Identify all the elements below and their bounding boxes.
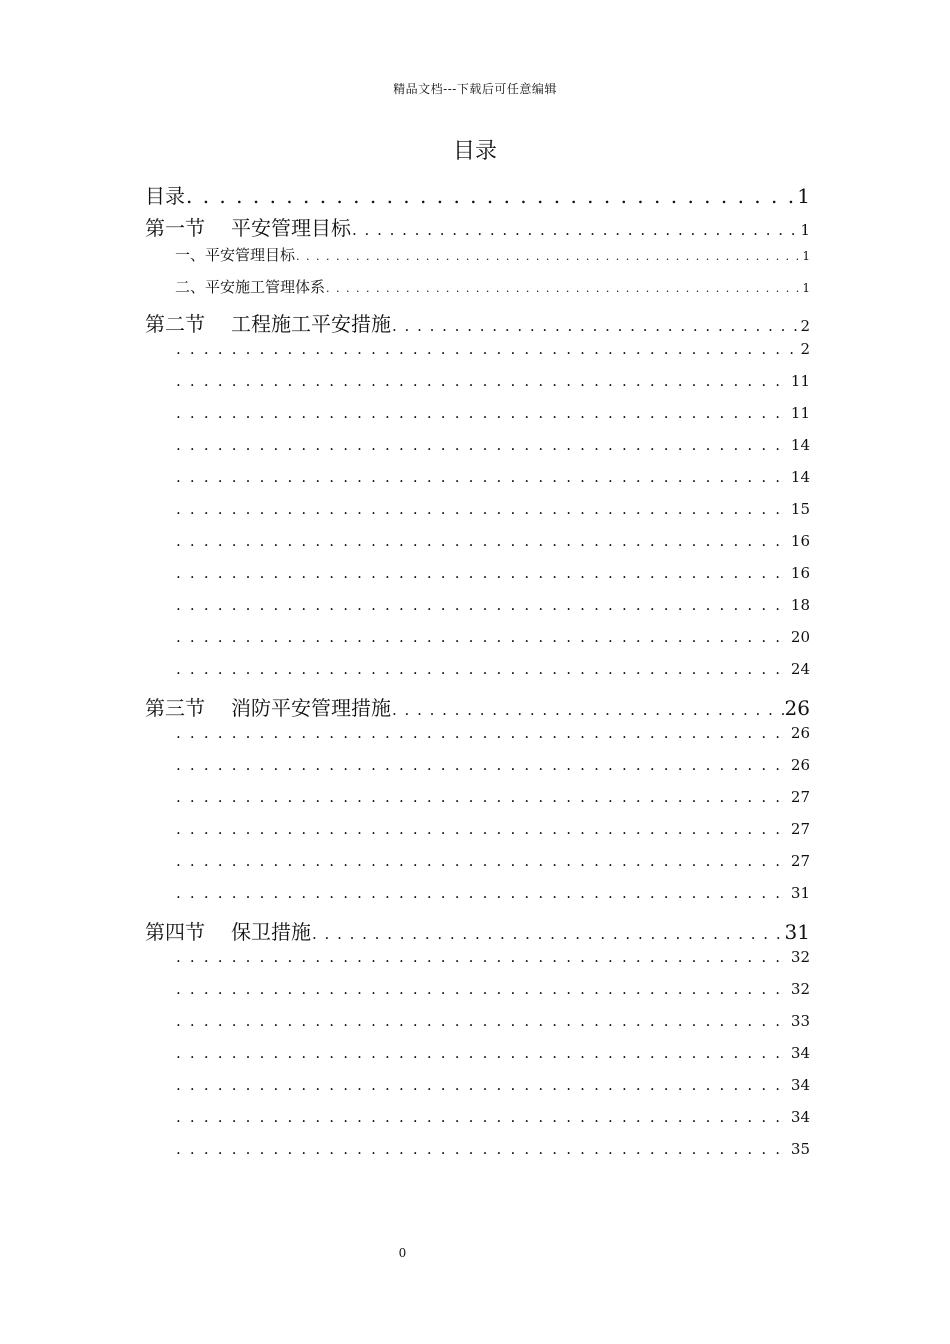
toc-page-number: 2	[800, 317, 810, 335]
toc-entry-subsection[interactable]	[145, 244, 810, 276]
dot-leader	[176, 372, 790, 390]
toc-page-number: 27	[790, 788, 810, 806]
dot-leader	[176, 564, 790, 582]
toc-entry-section-2[interactable]	[145, 308, 810, 340]
toc-entry-untitled[interactable]	[145, 852, 810, 884]
toc-page-number: 26	[790, 756, 810, 774]
section-number: 第三节	[145, 696, 205, 720]
toc-entry-untitled[interactable]	[145, 596, 810, 628]
dot-leader	[176, 500, 790, 518]
toc-entry-section-1[interactable]	[145, 212, 810, 244]
toc-entry-label: 保卫措施	[231, 920, 311, 944]
toc-entry-contents[interactable]	[145, 180, 810, 212]
dot-leader	[312, 925, 784, 943]
dot-leader	[296, 250, 801, 263]
dot-leader	[176, 1044, 790, 1062]
toc-entry-untitled[interactable]	[145, 820, 810, 852]
dot-leader	[176, 852, 790, 870]
toc-page-number: 20	[790, 628, 810, 646]
dot-leader	[176, 660, 790, 678]
toc-page-number: 14	[790, 468, 810, 486]
toc-page-number: 27	[790, 820, 810, 838]
toc-entry-subsection[interactable]	[145, 276, 810, 308]
section-number: 第一节	[145, 216, 205, 240]
toc-page-number: 18	[790, 596, 810, 614]
section-number: 第二节	[145, 312, 205, 336]
toc-entry-untitled[interactable]	[145, 724, 810, 756]
toc-page-number: 32	[790, 980, 810, 998]
section-number: 第四节	[145, 920, 205, 944]
toc-page-number: 33	[790, 1012, 810, 1030]
toc-page-number: 34	[790, 1108, 810, 1126]
dot-leader	[186, 184, 796, 208]
toc-entry-untitled[interactable]	[145, 1044, 810, 1076]
toc-entry-untitled[interactable]	[145, 756, 810, 788]
toc-page-number: 31	[784, 920, 810, 944]
dot-leader	[176, 948, 790, 966]
toc-entry-untitled[interactable]	[145, 500, 810, 532]
toc-entry-section-4[interactable]	[145, 916, 810, 948]
toc-entry-untitled[interactable]	[145, 1140, 810, 1172]
toc-entry-untitled[interactable]	[145, 884, 810, 916]
toc-page-number: 15	[790, 500, 810, 518]
dot-leader	[176, 1012, 790, 1030]
toc-page-number: 11	[790, 404, 810, 422]
toc-page-number: 1	[802, 249, 810, 263]
toc-page-number: 1	[800, 221, 810, 239]
dot-leader	[176, 724, 790, 742]
toc-entry-untitled[interactable]	[145, 564, 810, 596]
dot-leader	[176, 1108, 790, 1126]
toc-page-number: 34	[790, 1044, 810, 1062]
toc-page-number: 1	[802, 281, 810, 295]
toc-page-number: 27	[790, 852, 810, 870]
toc-page-number: 34	[790, 1076, 810, 1094]
dot-leader	[176, 404, 790, 422]
dot-leader	[176, 1140, 790, 1158]
toc-entry-untitled[interactable]	[145, 788, 810, 820]
toc-page-number: 14	[790, 436, 810, 454]
toc-page-number: 26	[784, 696, 810, 720]
toc-title: 目录	[452, 139, 497, 164]
table-of-contents	[145, 180, 810, 1172]
page-number-footer: 0	[398, 1246, 407, 1260]
dot-leader	[392, 317, 799, 335]
dot-leader	[352, 221, 799, 239]
toc-page-number: 26	[790, 724, 810, 742]
toc-entry-untitled[interactable]	[145, 1076, 810, 1108]
toc-entry-label: 平安管理目标	[231, 216, 351, 240]
toc-page-number: 35	[790, 1140, 810, 1158]
toc-entry-untitled[interactable]	[145, 948, 810, 980]
toc-entry-untitled[interactable]	[145, 372, 810, 404]
toc-page-number: 31	[790, 884, 810, 902]
toc-entry-label: 二、平安施工管理体系	[175, 278, 326, 296]
toc-page-number: 11	[790, 372, 810, 390]
toc-entry-label: 工程施工平安措施	[231, 312, 391, 336]
toc-entry-untitled[interactable]	[145, 404, 810, 436]
toc-entry-untitled[interactable]	[145, 532, 810, 564]
dot-leader	[176, 884, 790, 902]
toc-entry-untitled[interactable]	[145, 1012, 810, 1044]
toc-entry-untitled[interactable]	[145, 340, 810, 372]
dot-leader	[176, 756, 790, 774]
toc-page-number: 24	[790, 660, 810, 678]
dot-leader	[176, 596, 790, 614]
dot-leader	[176, 532, 790, 550]
toc-entry-section-3[interactable]	[145, 692, 810, 724]
dot-leader	[176, 436, 790, 454]
dot-leader	[392, 701, 784, 719]
toc-entry-untitled[interactable]	[145, 660, 810, 692]
toc-entry-untitled[interactable]	[145, 980, 810, 1012]
toc-entry-untitled[interactable]	[145, 1108, 810, 1140]
toc-page-number: 16	[790, 532, 810, 550]
toc-page-number: 1	[797, 184, 810, 208]
dot-leader	[176, 1076, 790, 1094]
toc-entry-label: 目录	[145, 184, 185, 208]
dot-leader	[176, 340, 799, 358]
toc-entry-label: 消防平安管理措施	[231, 696, 391, 720]
page-header: 精品文档---下载后可任意编辑	[393, 82, 557, 96]
toc-entry-untitled[interactable]	[145, 468, 810, 500]
dot-leader	[326, 282, 801, 295]
toc-entry-untitled[interactable]	[145, 436, 810, 468]
toc-page-number: 32	[790, 948, 810, 966]
toc-entry-untitled[interactable]	[145, 628, 810, 660]
dot-leader	[176, 468, 790, 486]
toc-page-number: 2	[800, 340, 810, 358]
toc-page-number: 16	[790, 564, 810, 582]
toc-entry-label: 一、平安管理目标	[175, 246, 296, 264]
dot-leader	[176, 820, 790, 838]
dot-leader	[176, 628, 790, 646]
dot-leader	[176, 980, 790, 998]
dot-leader	[176, 788, 790, 806]
